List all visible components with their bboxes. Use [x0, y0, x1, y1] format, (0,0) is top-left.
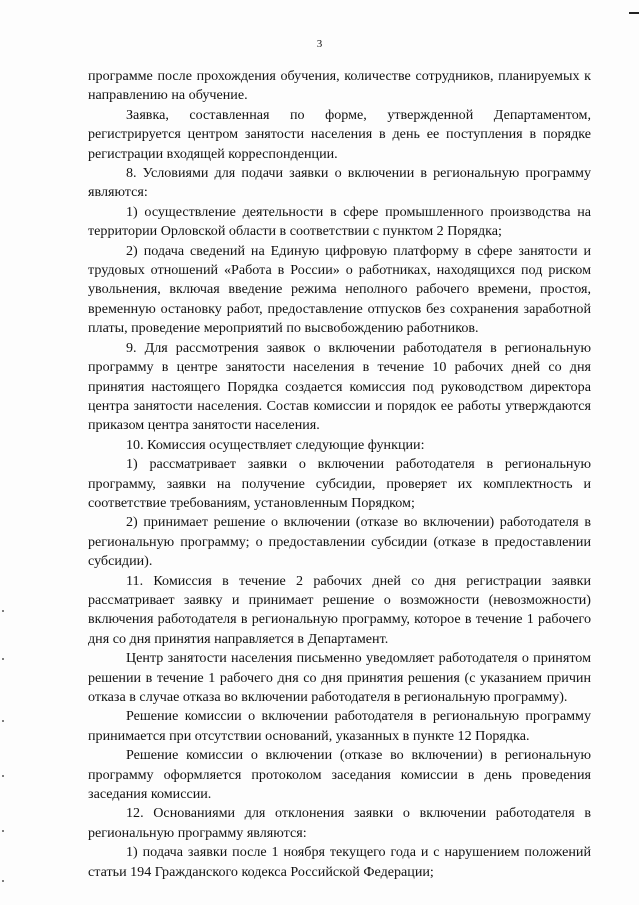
paragraph-item-9: 9. Для рассмотрения заявок о включении работодателя в региональную программу в центре занятости населения в течение 10 рабочих дней со дня принятия настоящего Порядка создается комиссия под руководством директора центра занятости населения. Состав комиссии и порядок ее работы утверждаются приказом центра занятости населения. [88, 339, 591, 434]
paragraph-application-registration: Заявка, составленная по форме, утвержденной Департаментом, регистрируется центром занятости населения в день ее поступления в порядке регистрации входящей корреспонденции. [88, 106, 591, 162]
paragraph-item-8-1: 1) осуществление деятельности в сфере промышленного производства на территории Орловской области в соответствии с пунктом 2 Порядка; [88, 203, 591, 240]
paragraph-decision-protocol: Решение комиссии о включении (отказе во включении) в региональную программу оформляется протоколом заседания комиссии в день проведения заседания комиссии. [88, 747, 591, 803]
paragraph-item-12: 12. Основаниями для отклонения заявки о включении работодателя в региональную программу являются: [88, 805, 591, 841]
paragraph-item-12-1: 1) подача заявки после 1 ноября текущего года и с нарушением положений статьи 194 Гражданского кодекса Российской Федерации; [88, 844, 591, 880]
paragraph-item-10-2: 2) принимает решение о включении (отказе во включении) работодателя в региональную программу; о предоставлении субсидии (отказе в предоставлении субсидии). [88, 514, 591, 570]
document-body [88, 67, 591, 882]
page-number: 3 [316, 38, 323, 50]
paragraph-decision-basis: Решение комиссии о включении работодателя в региональную программу принимается при отсутствии оснований, указанных в пункте 12 Порядка. [88, 708, 591, 744]
paragraph-item-8-2: 2) подача сведений на Единую цифровую платформу в сфере занятости и трудовых отношений «Работа в России» о работниках, находящихся под риском увольнения, включая введение режима неполного рабочего времени, простоя, временную остановку работ, предоставление отпусков без сохранения заработной платы, проведение мероприятий по высвобождению работников. [88, 242, 591, 337]
paragraph-item-11: 11. Комиссия в течение 2 рабочих дней со дня регистрации заявки рассматривает заявку и принимает решение о возможности (невозможности) включения работодателя в региональную программу, которое в течение 1 рабочего дня со дня принятия направляется в Департамент. [88, 572, 591, 647]
paragraph-item-8: 8. Условиями для подачи заявки о включении в региональную программу являются: [88, 165, 591, 201]
paragraph-item-10-1: 1) рассматривает заявки о включении работодателя в региональную программу, заявки на получение субсидии, проверяет их комплектность и соответствие требованиям, установленным Порядком; [88, 456, 591, 511]
paragraph-continuation: программе после прохождения обучения, количестве сотрудников, планируемых к направлению на обучение. [88, 68, 591, 104]
paragraph-item-10: 10. Комиссия осуществляет следующие функции: [126, 436, 425, 453]
scan-edge-marks [2, 600, 6, 900]
paragraph-notification: Центр занятости населения письменно уведомляет работодателя о принятом решении в течение 1 рабочего дня со дня принятия решения (с указанием причин отказа в случае отказа во включении работодателя в региональную программу). [88, 650, 591, 705]
scan-corner-mark [629, 12, 639, 14]
